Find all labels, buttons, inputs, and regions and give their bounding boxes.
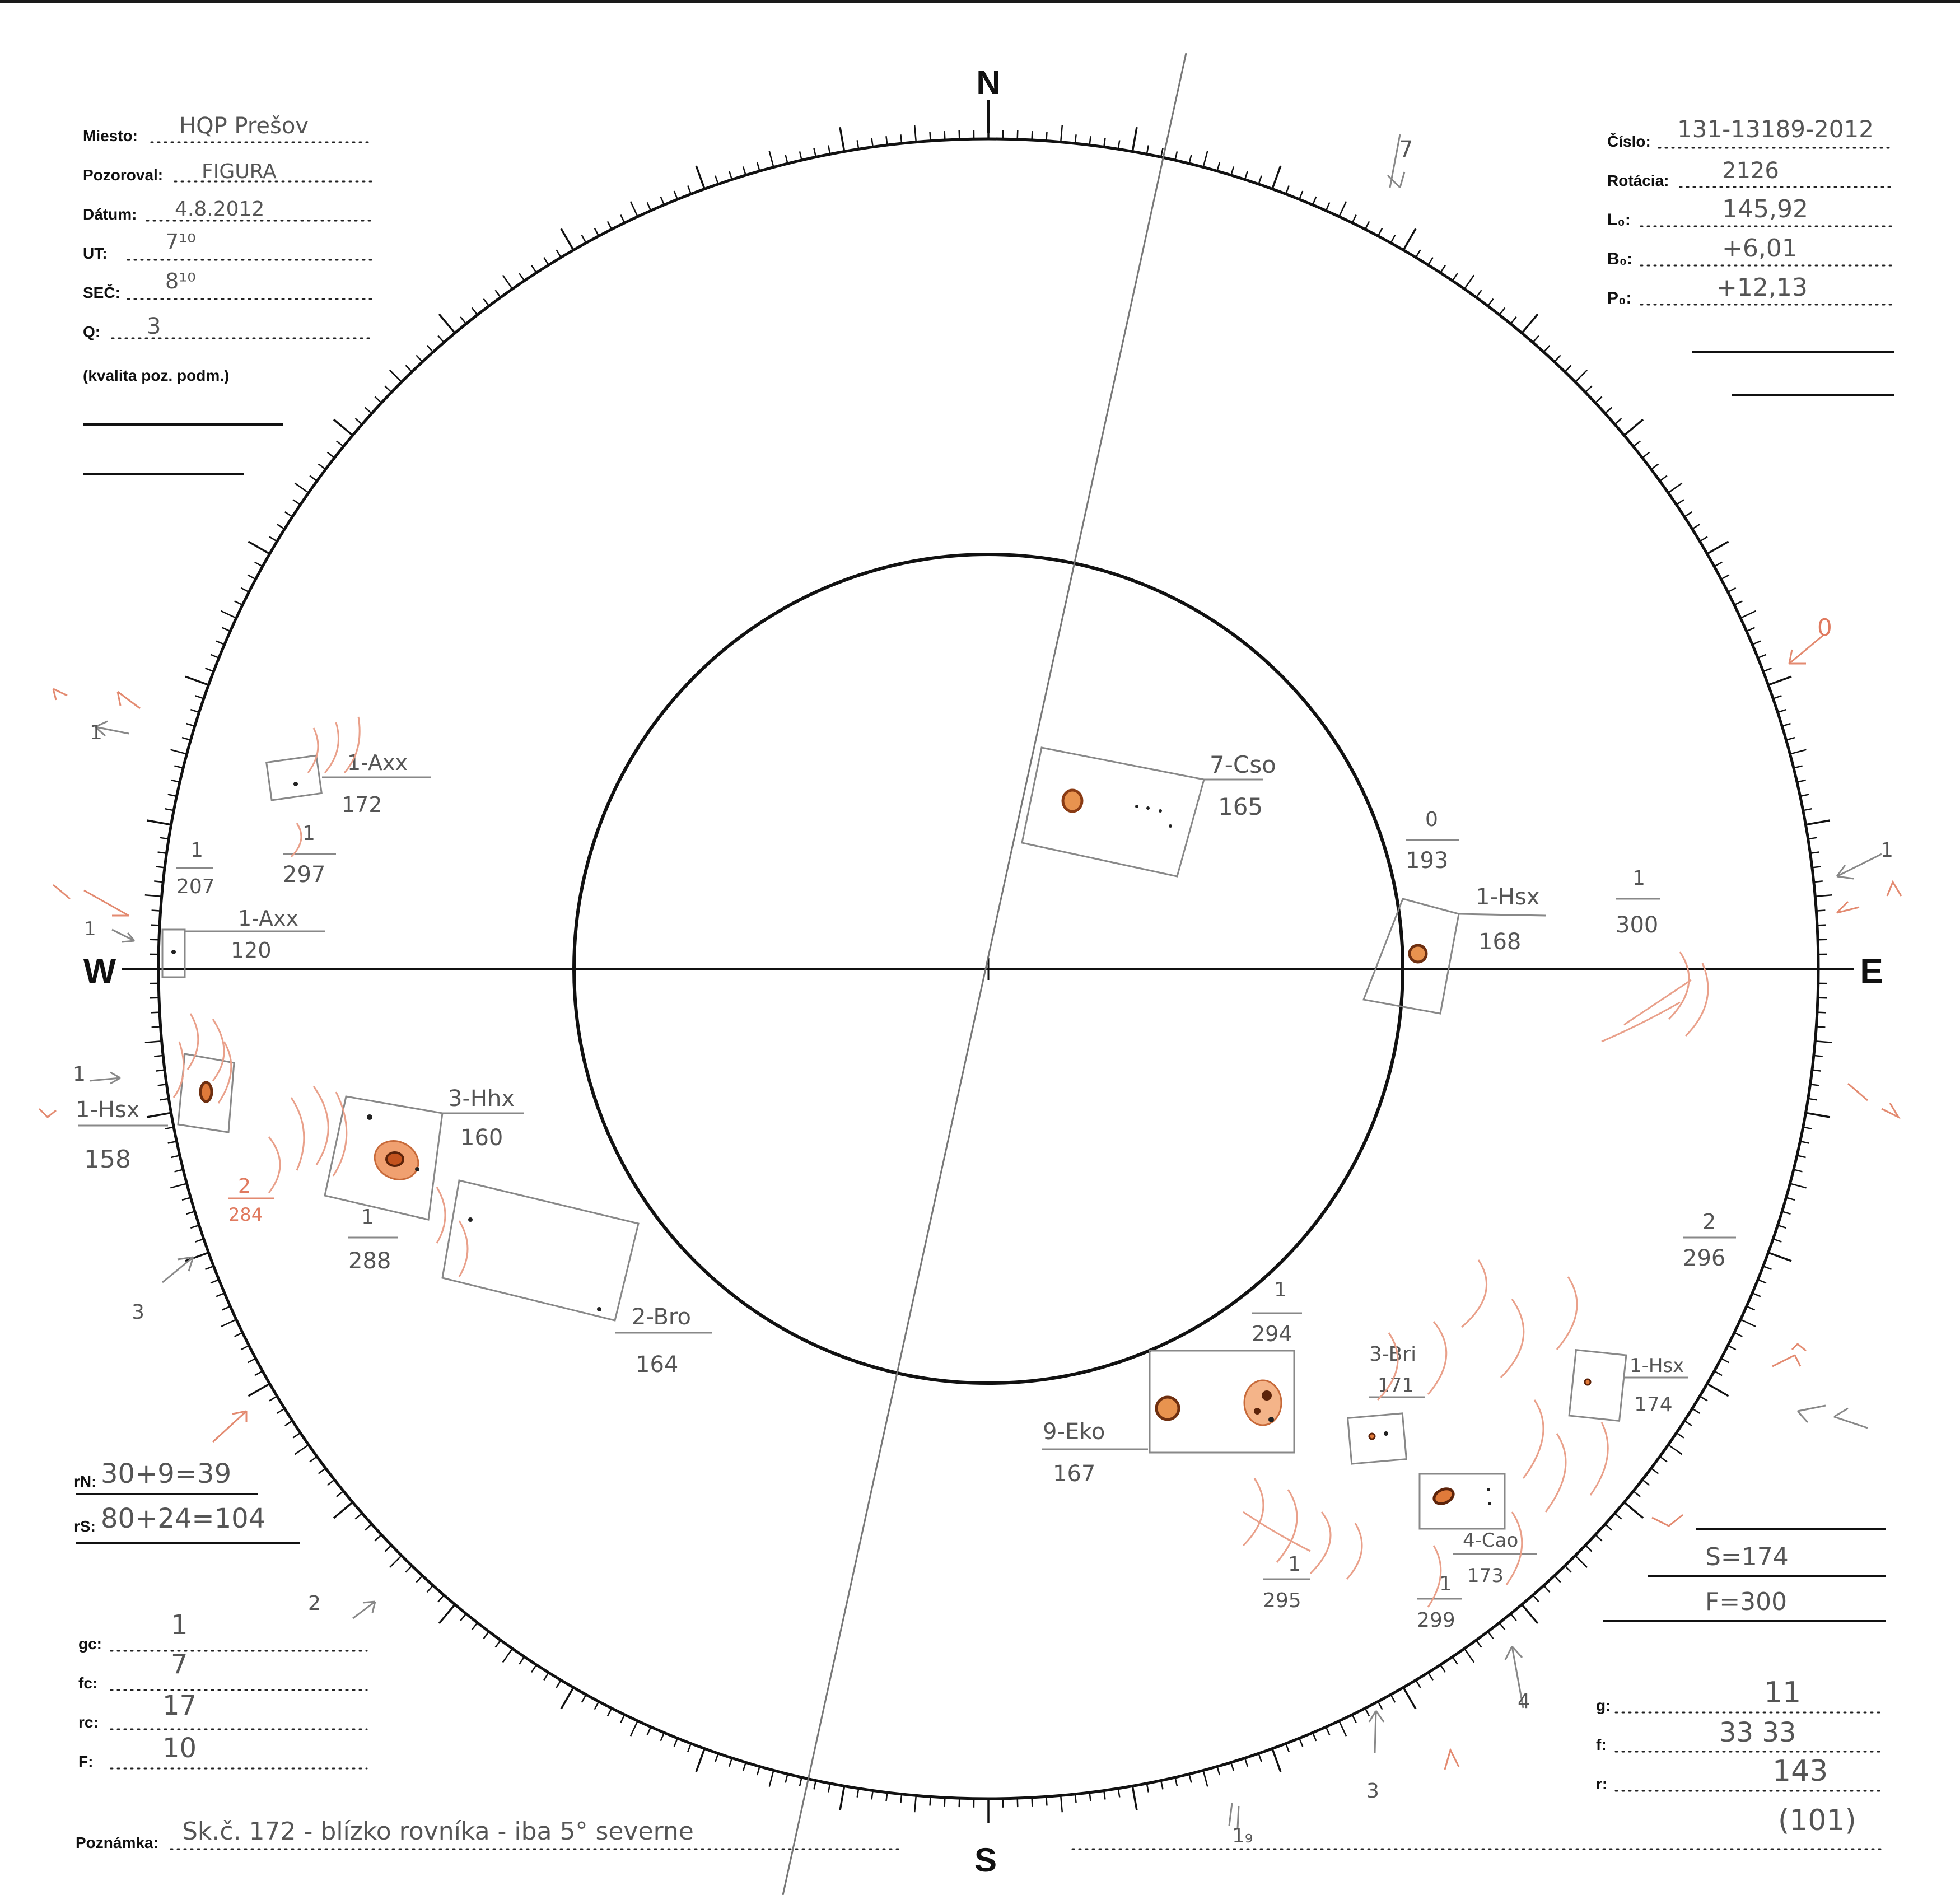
degree-tick [769,1771,774,1787]
degree-tick [561,1687,573,1709]
north-label: N [976,64,1001,101]
sec-value: 8¹⁰ [165,269,196,293]
degree-tick [1061,125,1062,142]
degree-tick [1624,1502,1643,1518]
summary-left [78,1609,367,1770]
group-number: 158 [84,1145,131,1174]
facula-2-296 [1683,1210,1736,1271]
label-rule [1459,914,1546,916]
arrow [1848,1084,1898,1117]
group-code: 9-Eko [1043,1419,1105,1445]
facula-1-288 [348,1206,398,1274]
degree-tick [914,1795,916,1812]
south-label: S [974,1841,997,1879]
header-right [1607,115,1894,395]
umbra [1254,1408,1261,1415]
group-box [1569,1350,1626,1421]
facula-1-295 [1263,1553,1310,1612]
s-value: S=174 [1705,1543,1789,1571]
group-number: 168 [1478,929,1522,955]
degree-tick [840,127,844,151]
arrow [112,930,134,942]
degree-tick [1624,419,1643,435]
degree-tick [334,1502,353,1518]
sunspot [1063,790,1082,811]
degree-tick [1203,1771,1208,1787]
pore [1488,1502,1491,1505]
degree-tick [1339,202,1346,217]
ut-label: UT: [83,245,108,262]
west-label: W [83,952,116,991]
degree-tick [390,1556,402,1567]
rc-value: 17 [162,1690,197,1721]
group-box [1348,1413,1407,1464]
facula-bottom: 296 [1683,1245,1726,1271]
fc-value: 7 [171,1649,188,1680]
group-code: 1-Hsx [1476,884,1540,910]
group-number: 164 [636,1352,679,1378]
group-code: 1-Hsx [76,1097,140,1123]
degree-tick [221,1319,236,1327]
degree-tick [1464,275,1474,289]
pore [1169,824,1172,828]
margin-mark: 4 [1518,1690,1530,1713]
degree-tick [1272,1749,1281,1772]
facula-bottom: 297 [283,862,326,888]
degree-tick [147,1113,171,1117]
arrow [353,1602,375,1618]
degree-tick [390,370,402,382]
degree-tick [1132,1786,1137,1810]
facula-bottom: 193 [1406,848,1449,874]
lo-label: L₀: [1607,211,1631,229]
margin-mark: 2 [308,1592,321,1615]
pore [1159,809,1162,813]
q-label: Q: [83,323,101,340]
gc-label: gc: [78,1635,102,1653]
sunspot-group-1-axx-120 [162,906,325,977]
sunspot-group-1-hsx-174 [1569,1350,1688,1421]
facula-bottom: 294 [1252,1322,1292,1346]
degree-tick [1740,1319,1756,1327]
degree-tick [248,542,269,554]
facula-1-294 [1252,1278,1302,1346]
degree-tick [1707,542,1728,554]
facula-bottom: 288 [348,1248,391,1274]
arrow [213,1411,246,1442]
arrow [1369,1711,1384,1753]
poznamka-label: Poznámka: [76,1834,158,1851]
totals-left [74,1458,300,1543]
top-border [0,0,1960,3]
degree-tick [147,820,171,825]
facula-top: 1 [190,839,203,862]
degree-tick [1339,1721,1346,1736]
group-number: 173 [1467,1565,1504,1587]
arrow [1798,1406,1826,1422]
group-code: 1-Hsx [1630,1355,1684,1377]
margin-mark: 3 [1366,1780,1379,1803]
pore [367,1114,372,1120]
degree-tick [631,1721,638,1736]
fc-label: fc: [78,1674,98,1692]
degree-tick [1522,1604,1538,1623]
facula-top: 1 [1439,1572,1452,1595]
degree-tick [145,895,162,897]
sunspot [1585,1379,1590,1385]
degree-tick [1790,750,1807,754]
pore [1146,806,1150,810]
penumbra [1244,1380,1281,1425]
rn-label: rN: [74,1473,97,1490]
pozoroval-value: FIGURA [202,160,277,183]
facula-strokes-se2 [1243,1478,1362,1579]
poznamka-value: Sk.č. 172 - blízko rovníka - iba 5° severne [182,1817,694,1846]
arrow [39,1109,56,1117]
degree-tick [171,1184,187,1188]
facula-top: 2 [238,1175,251,1198]
degree-tick [503,1649,512,1663]
arrow [53,885,129,916]
pore [597,1307,601,1311]
margin-mark: 0 [1817,614,1832,641]
arrow [1837,854,1882,879]
facula-top: 1 [361,1206,374,1229]
arrow [53,689,67,700]
datum-value: 4.8.2012 [175,198,265,221]
sunspot [200,1082,212,1101]
group-code: 3-Hhx [448,1086,515,1112]
margin-mark: 3 [132,1301,144,1324]
sunspot-group-3-hhx-160 [325,1086,524,1220]
facula-strokes-sw [437,1187,468,1277]
sunspot-leader [1156,1397,1179,1420]
degree-tick [334,419,353,435]
miesto-label: Miesto: [83,127,138,144]
group-number: 160 [460,1125,503,1151]
arrow [1837,882,1901,913]
pozoroval-label: Pozoroval: [83,166,164,184]
arrow [162,1257,193,1282]
sunspot-group-3-bri-171 [1348,1343,1425,1464]
po-label: P₀: [1607,289,1632,307]
facula-bottom: 299 [1417,1609,1455,1632]
g-value: 11 [1764,1676,1802,1710]
facula-top: 1 [1288,1553,1301,1576]
degree-tick [1203,151,1208,167]
degree-tick [1768,676,1791,685]
r-extra-value: (101) [1778,1804,1856,1837]
degree-tick [1668,1445,1682,1454]
group-number: 167 [1053,1461,1096,1487]
summary-right [1596,1529,1886,1837]
facula-top: 0 [1425,808,1438,831]
group-code: 2-Bro [632,1304,691,1330]
group-number: 171 [1378,1374,1414,1397]
bo-value: +6,01 [1722,234,1798,263]
degree-tick [185,676,208,685]
degree-tick [1768,1253,1791,1261]
facula-1-207 [176,839,215,898]
degree-tick [1272,166,1281,189]
facula-0-193 [1406,808,1459,874]
margin-annotations [39,134,1901,1847]
rotacia-value: 2126 [1722,158,1779,184]
group-code: 4-Cao [1463,1529,1519,1552]
rs-value: 80+24=104 [101,1503,266,1534]
facula-2-284 [228,1175,274,1225]
group-number: 165 [1218,793,1263,820]
degree-tick [1522,314,1538,333]
pore [171,950,176,954]
degree-tick [503,275,512,289]
degree-tick [295,1445,309,1454]
sunspot-group-7-cso [1022,748,1276,876]
degree-tick [1740,611,1756,618]
r-value: 143 [1772,1754,1828,1788]
datum-label: Dátum: [83,206,137,223]
facula-bottom: 300 [1616,912,1659,938]
degree-tick [840,1786,844,1810]
rn-value: 30+9=39 [101,1458,232,1490]
facula-top: 1 [1274,1278,1287,1301]
lo-value: 145,92 [1722,195,1808,223]
group-code: 1-Axx [238,906,299,931]
sec-label: SEČ: [83,284,120,301]
rotation-axis [783,53,1186,1895]
cislo-label: Číslo: [1607,133,1651,150]
facula-top: 1 [1632,867,1645,890]
bo-label: B₀: [1607,250,1633,268]
group-number: 174 [1634,1393,1673,1416]
degree-tick [1806,1113,1830,1117]
degree-tick [221,611,236,618]
sunspot-group-1-axx-172 [267,750,431,817]
degree-tick [561,228,573,250]
facula-strokes-e [1602,952,1708,1042]
margin-mark: 1 [84,918,96,940]
sunspot [1432,1486,1456,1507]
group-code: 7-Cso [1210,751,1276,778]
margin-mark: 1 [90,721,102,744]
degree-tick [295,483,309,493]
facula-1-300 [1616,867,1660,938]
facula-strokes-nw [291,717,360,857]
facula-bottom: 295 [1263,1589,1301,1612]
arrow [1772,1344,1806,1366]
degree-tick [1132,127,1137,151]
degree-tick [1575,1556,1587,1567]
degree-tick [145,1041,162,1043]
cislo-value: 131-13189-2012 [1677,115,1874,143]
facula-top: 2 [1702,1210,1716,1234]
facula-bottom: 284 [228,1204,263,1225]
q-value: 3 [147,314,161,339]
degree-tick [439,1604,455,1623]
f-value: 10 [162,1733,197,1764]
rc-label: rc: [78,1714,99,1731]
f-label: F: [78,1753,94,1770]
facula-top: 1 [302,822,315,845]
facula-strokes-se3 [1428,1400,1608,1607]
facula-strokes-wsw [269,1086,347,1193]
ut-value: 7¹⁰ [165,230,196,254]
degree-tick [1815,895,1832,897]
gc-value: 1 [171,1609,188,1641]
group-box [1022,748,1204,876]
sunspot-group-2-bro-164 [442,1180,712,1378]
f-label: f: [1596,1736,1607,1753]
pore [1135,805,1138,808]
group-number: 120 [231,938,272,963]
arrow [1445,1750,1459,1770]
group-box [442,1180,638,1320]
kvalita-note: (kvalita poz. podm.) [83,367,230,384]
degree-tick [1806,820,1830,825]
g-label: g: [1596,1697,1611,1714]
margin-mark: 7 [1399,137,1413,162]
facula-1-297 [283,822,336,888]
po-value: +12,13 [1716,273,1808,302]
degree-tick [1790,1184,1807,1188]
umbra [1262,1390,1272,1401]
group-code: 3-Bri [1369,1343,1417,1366]
degree-tick [1668,483,1682,493]
pore [1487,1488,1490,1491]
degree-tick [439,314,455,333]
degree-tick [1403,228,1416,250]
degree-tick [1464,1649,1474,1663]
group-number: 172 [342,792,382,817]
pore [1268,1417,1274,1422]
degree-tick [248,1384,269,1396]
degree-tick [1815,1041,1832,1043]
margin-mark: 1 [73,1063,86,1086]
sunspot [1369,1434,1375,1439]
arrow [90,1072,120,1084]
degree-tick [914,125,916,142]
sunspot-group-9-eko-167 [1042,1351,1294,1487]
degree-tick [769,151,774,167]
arrow [118,692,140,708]
degree-tick [171,750,187,754]
miesto-value: HQP Prešov [179,113,309,139]
group-code: 1-Axx [347,750,408,775]
group-box [267,755,322,800]
r-label: r: [1596,1775,1608,1793]
umbra [386,1152,403,1166]
rs-label: rS: [74,1518,96,1535]
degree-tick [631,202,638,217]
sunspot-group-1-hsx-east [1364,884,1546,1014]
degree-tick [696,1749,704,1772]
header-left [83,113,372,474]
degree-tick [1403,1687,1416,1709]
sunspot [1410,945,1426,962]
degree-tick [1061,1795,1062,1812]
degree-tick [696,166,704,189]
margin-mark: 1₉ [1232,1824,1253,1847]
degree-tick [1575,370,1587,382]
pore [293,782,298,786]
rotacia-label: Rotácia: [1607,172,1669,189]
arrow [1652,1515,1683,1526]
pore [415,1167,419,1171]
arrow [1834,1408,1868,1428]
f-value: 33 33 [1719,1717,1796,1748]
pore [1384,1431,1388,1436]
pore [468,1217,473,1222]
degree-tick [1707,1384,1728,1396]
big-f-value: F=300 [1705,1588,1788,1616]
group-box [1420,1474,1505,1529]
margin-mark: 1 [1880,839,1893,862]
east-label: E [1860,952,1883,991]
sunspot-group-1-hsx-158 [76,1054,234,1174]
facula-bottom: 207 [176,875,215,898]
